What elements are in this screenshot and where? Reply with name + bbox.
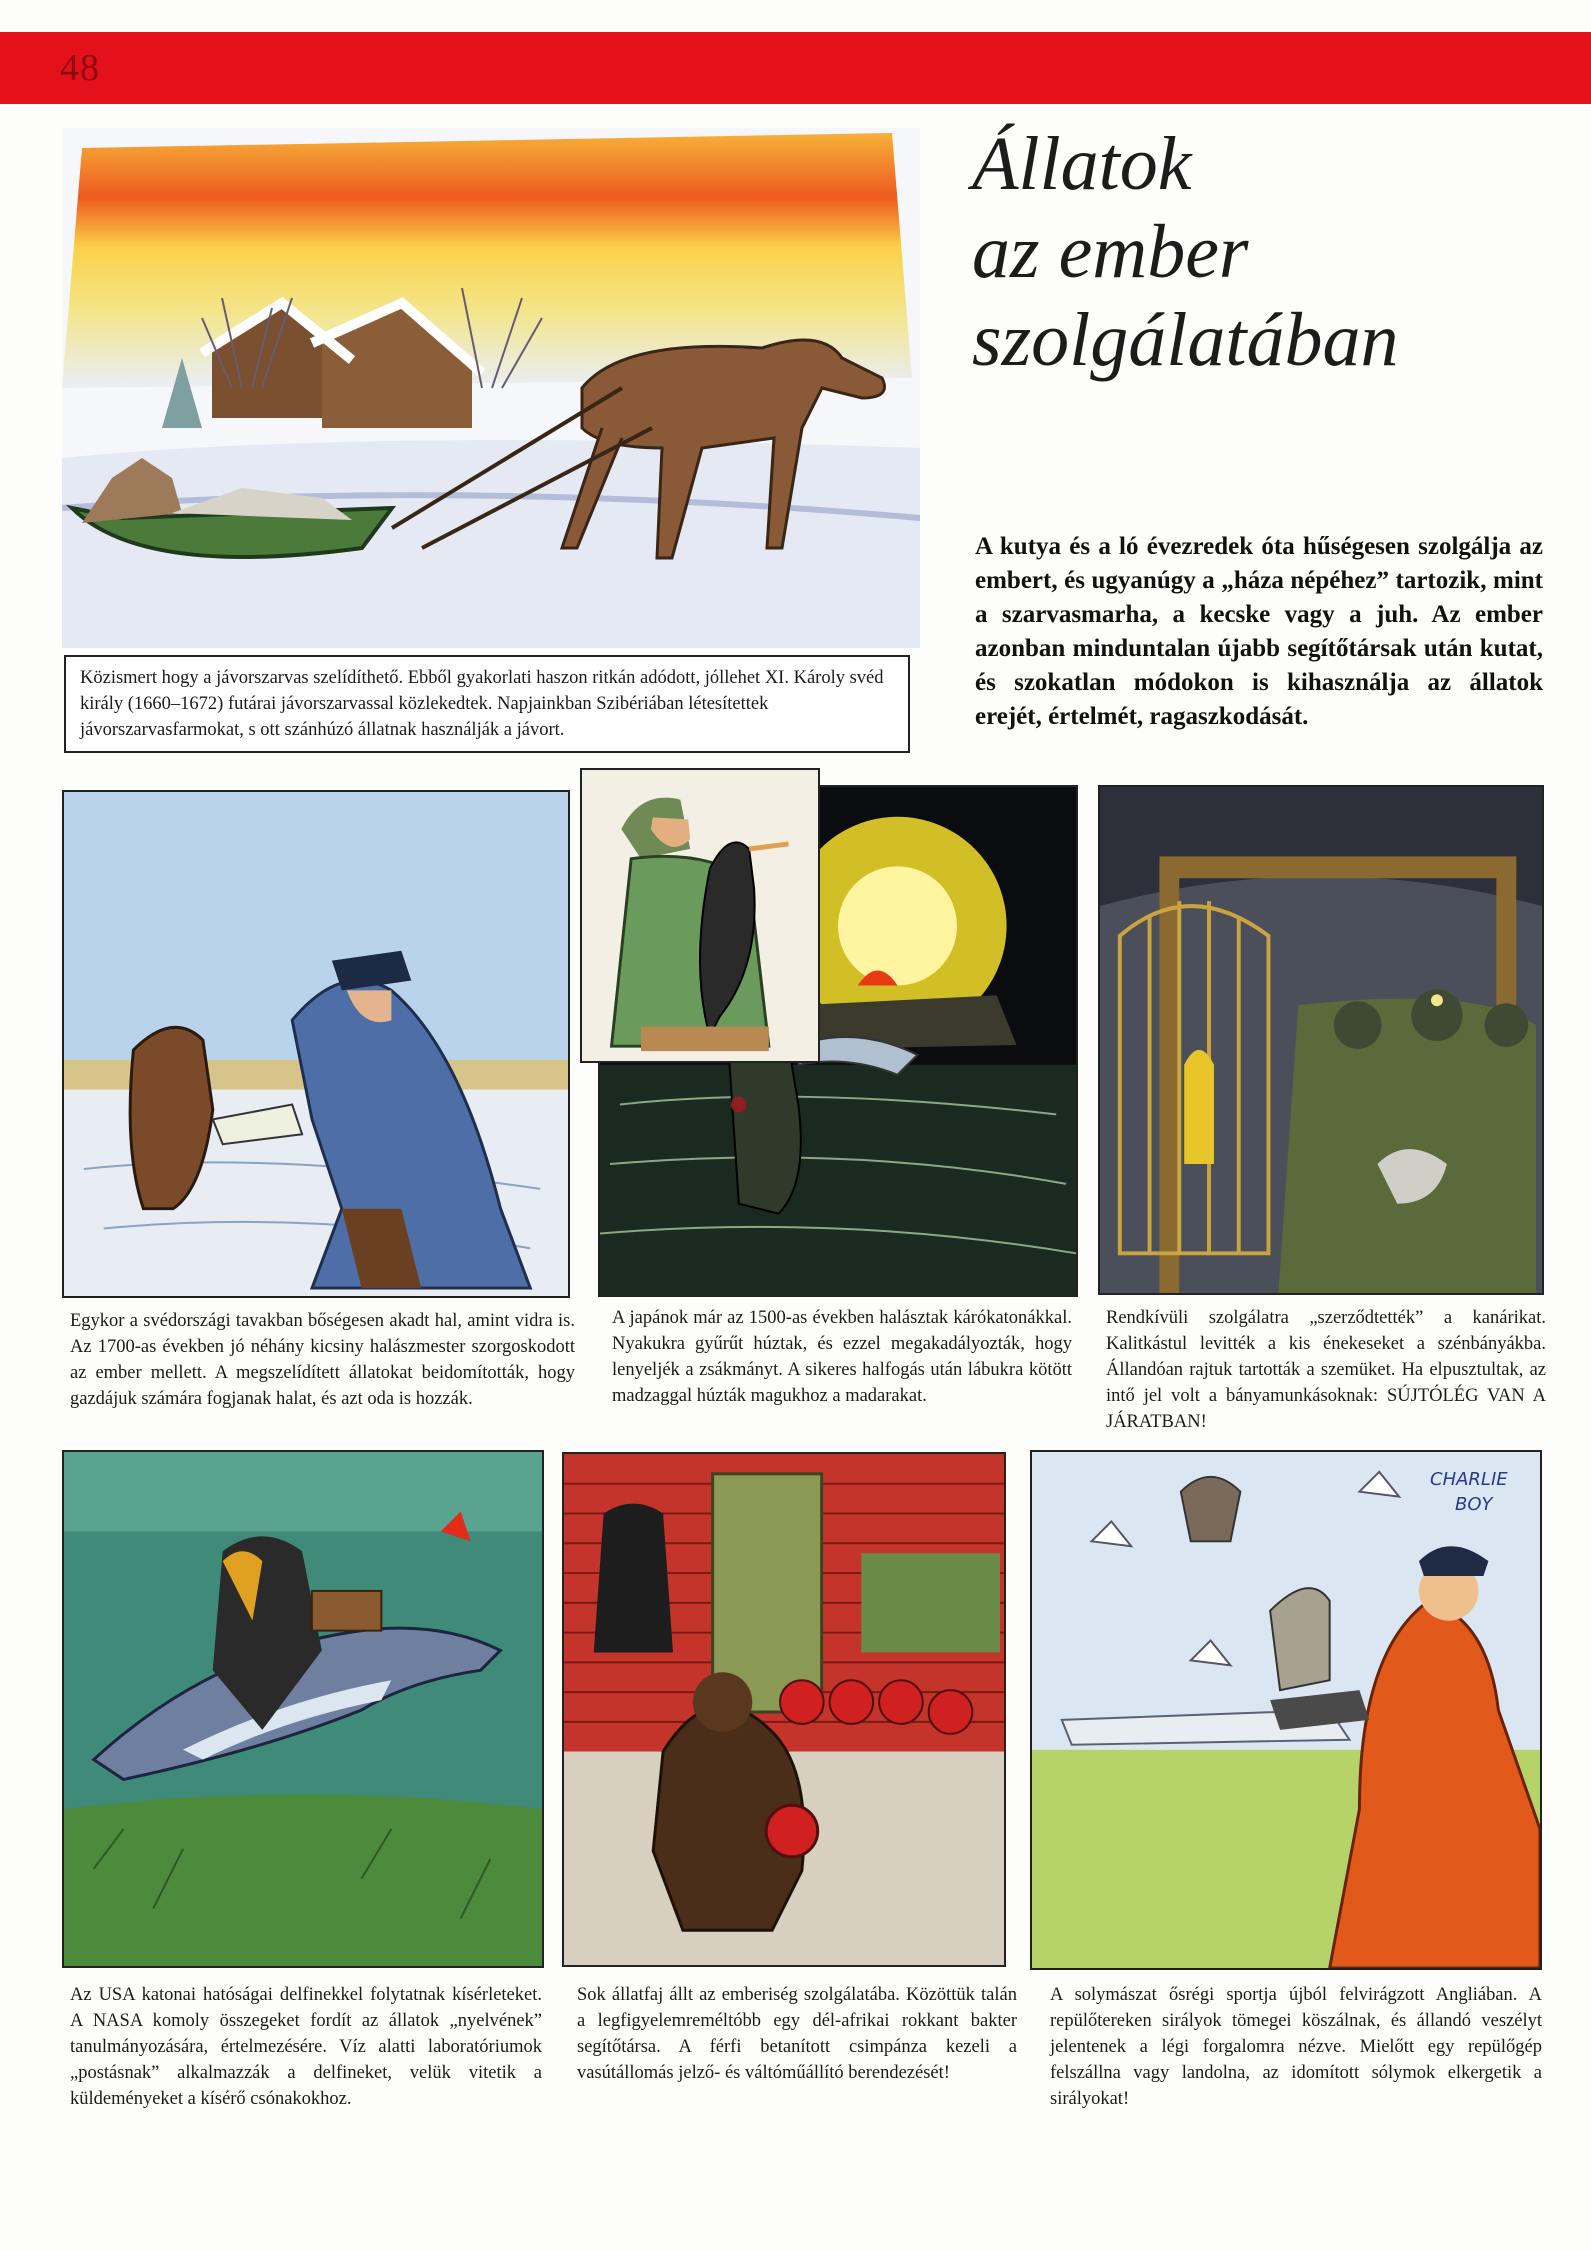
svg-text:CHARLIE: CHARLIE	[1430, 1469, 1508, 1490]
caption-chimp: Sok állatfaj állt az emberiség szolgálatába. Közöttük talán a legfigyelemreméltóbb egy dél-afrikai rokkant bakter segítőtársa. A férfi betanított csimpánza kezeli a vasútállomás jelző- és váltóműállító berendezését!	[577, 1985, 1017, 2083]
page-title	[972, 120, 1572, 384]
caption-canary: Rendkívüli szolgálatra „szerződtették” a kanárikat. Kalitkástul levitték a kis énekeseket a szénbányákba. Állandóan rajtuk tartották a szemüket. Ha elpusztultak, az intő jel volt a bányamunkásoknak: SÚJTÓLÉG VAN A JÁRATBAN!	[1106, 1308, 1546, 1432]
otter-illustration	[62, 790, 570, 1298]
page-number: 48	[60, 47, 100, 89]
caption-otter: Egykor a svédországi tavakban bőségesen akadt hal, amint vidra is. Az 1700-as években jó néhány kicsiny halászmester szorgoskodott az ember mellett. A megszelídített állatokat beidomították, hogy gazdájuk számára fogjanak halat, és azt oda is hozzák.	[70, 1311, 575, 1409]
cormorant-man-overlay	[580, 768, 820, 1063]
chimp-railway-illustration	[562, 1452, 1006, 1967]
title-line-3: szolgálatában	[972, 298, 1399, 382]
intro-paragraph: A kutya és a ló évezredek óta hűségesen szolgálja az embert, és ugyanúgy a „háza népéhez” tartozik, mint a szarvasmarha, a kecske vagy a juh. Az ember azonban minduntalan újabb segítőtársak után kutat, és szokatlan módokon is kihasználja az állatok erejét, értelmét, ragaszkodását.	[975, 533, 1543, 730]
caption-cormorant: A japánok már az 1500-as években halásztak kárókatonákkal. Nyakukra gyűrűt húztak, és ezzel megakadályozták, hogy lenyeljék a zsákmányt. A sikeres halfogás után lábukra kötött madzaggal húzták magukhoz a madarakat.	[612, 1308, 1072, 1406]
svg-text:BOY: BOY	[1455, 1494, 1493, 1515]
artist-signature	[1425, 1460, 1535, 1520]
caption-moose: Közismert hogy a jávorszarvas szelídíthető. Ebből gyakorlati haszon ritkán adódott, jóllehet XI. Károly svéd király (1660–1672) futárai jávorszarvassal közlekedtek. Napjainkban Szibériában létesítettek jávorszarvasfarmokat, s ott szánhúzó állatnak használják a jávort.	[64, 655, 910, 753]
caption-dolphin: Az USA katonai hatóságai delfinekkel folytatnak kísérleteket. A NASA komoly összegeket fordít az állatok „nyelvének” tanulmányozására, értelmezésére. Víz alatti laboratóriumok „postásnak” alkalmazzák a delfineket, velük vitetik a küldeményeket a kísérő csónakokhoz.	[70, 1985, 542, 2109]
canary-mine-illustration	[1098, 785, 1544, 1295]
dolphin-diver-illustration	[62, 1450, 544, 1968]
header-band	[0, 32, 1591, 104]
moose-sled-illustration	[62, 128, 920, 648]
caption-falcon: A solymászat ősrégi sportja újból felvirágzott Angliában. A repülőtereken sirályok tömegei köszálnak, és állandó veszélyt jelentenek a légi forgalomra nézve. Mielőtt egy repülőgép felszállna vagy landolna, az idomított sólymok elkergetik a sirályokat!	[1050, 1985, 1542, 2109]
title-line-2: az ember	[972, 210, 1249, 294]
falcon-airport-illustration	[1030, 1450, 1542, 1970]
title-line-1: Állatok	[972, 122, 1192, 206]
